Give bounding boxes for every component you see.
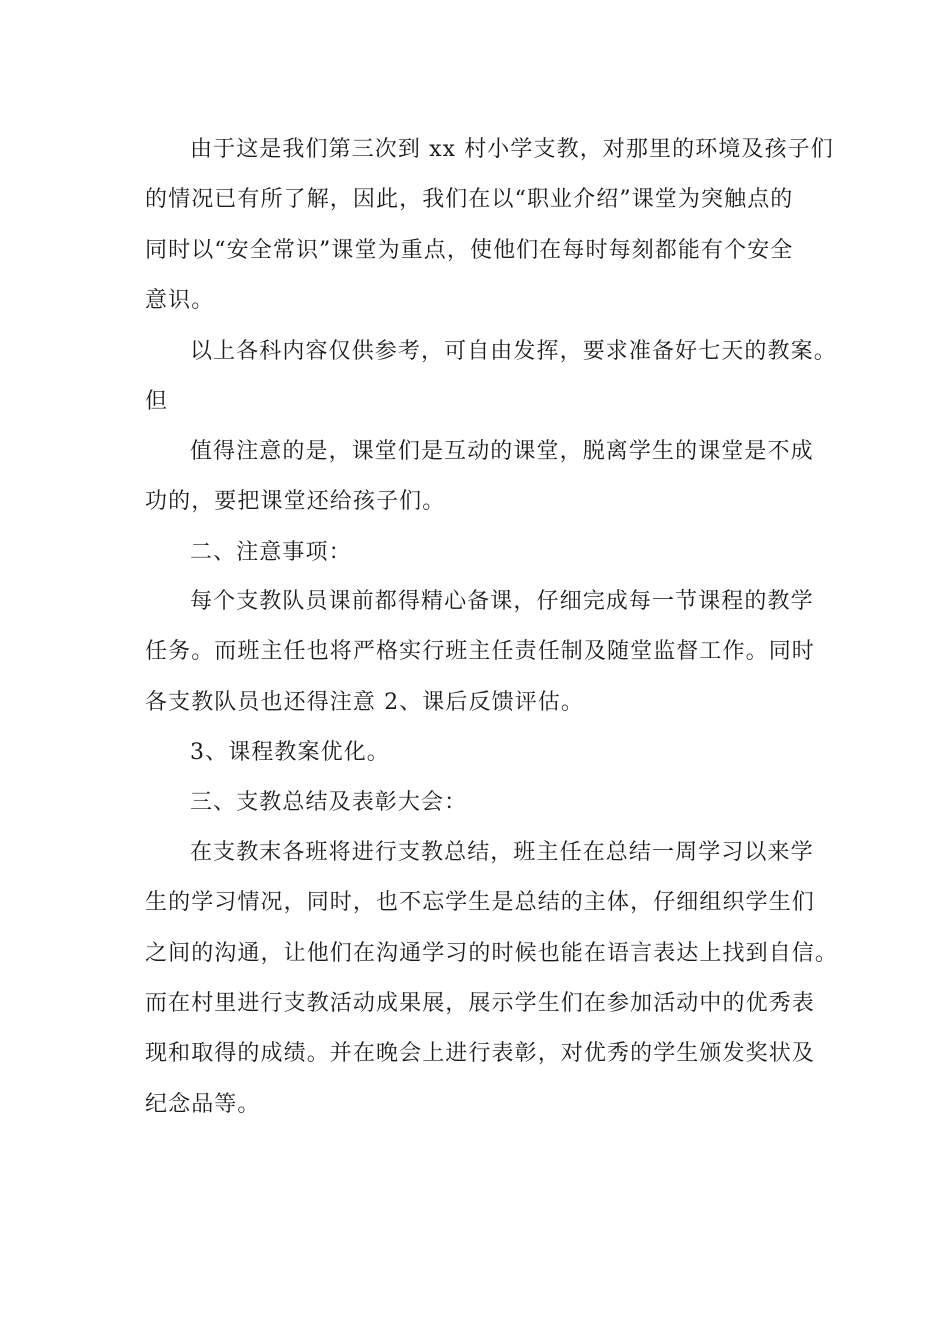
paragraph-5-line-6: 纪念品等。 [145,1092,261,1117]
paragraph-4-line-1: 每个支教队员课前都得精心备课，仔细完成每一节课程的教学 [190,589,814,614]
section-heading-3: 三、支教总结及表彰大会： [190,790,468,815]
paragraph-5-line-2: 生的学习情况，同时，也不忘学生是总结的主体，仔细组织学生们 [145,890,815,915]
paragraph-1-line-1: 由于这是我们第三次到 xx 村小学支教，对那里的环境及孩子们 [190,137,834,162]
paragraph-1-line-4: 意识。 [145,288,215,313]
paragraph-5-line-1: 在支教末各班将进行支教总结，班主任在总结一周学习以来学 [190,840,814,865]
paragraph-5-line-3: 之间的沟通，让他们在沟通学习的时候也能在语言表达上找到自信。 [145,941,839,966]
paragraph-3-line-2: 功的，要把课堂还给孩子们。 [145,489,446,514]
paragraph-1-line-3: 同时以“安全常识”课堂为重点，使他们在每时每刻都能有个安全 [145,238,794,263]
paragraph-2-line-1: 以上各科内容仅供参考，可自由发挥，要求准备好七天的教案。 [190,339,837,364]
paragraph-2-line-2: 但 [145,389,169,414]
paragraph-5-line-4: 而在村里进行支教活动成果展，展示学生们在参加活动中的优秀表 [145,991,815,1016]
paragraph-3-line-1: 值得注意的是，课堂们是互动的课堂，脱离学生的课堂是不成 [190,439,814,464]
paragraph-1-line-2: 的情况已有所了解，因此，我们在以“职业介绍”课堂为突触点的 [145,187,794,212]
paragraph-4-line-2: 任务。而班主任也将严格实行班主任责任制及随堂监督工作。同时 [145,639,815,664]
paragraph-5-line-5: 现和取得的成绩。并在晚会上进行表彰，对优秀的学生颁发奖状及 [145,1041,815,1066]
list-item-3: 3、课程教案优化。 [190,740,390,765]
section-heading-2: 二、注意事项： [190,540,352,565]
paragraph-4-line-3: 各支教队员也还得注意 2、课后反馈评估。 [145,690,584,715]
